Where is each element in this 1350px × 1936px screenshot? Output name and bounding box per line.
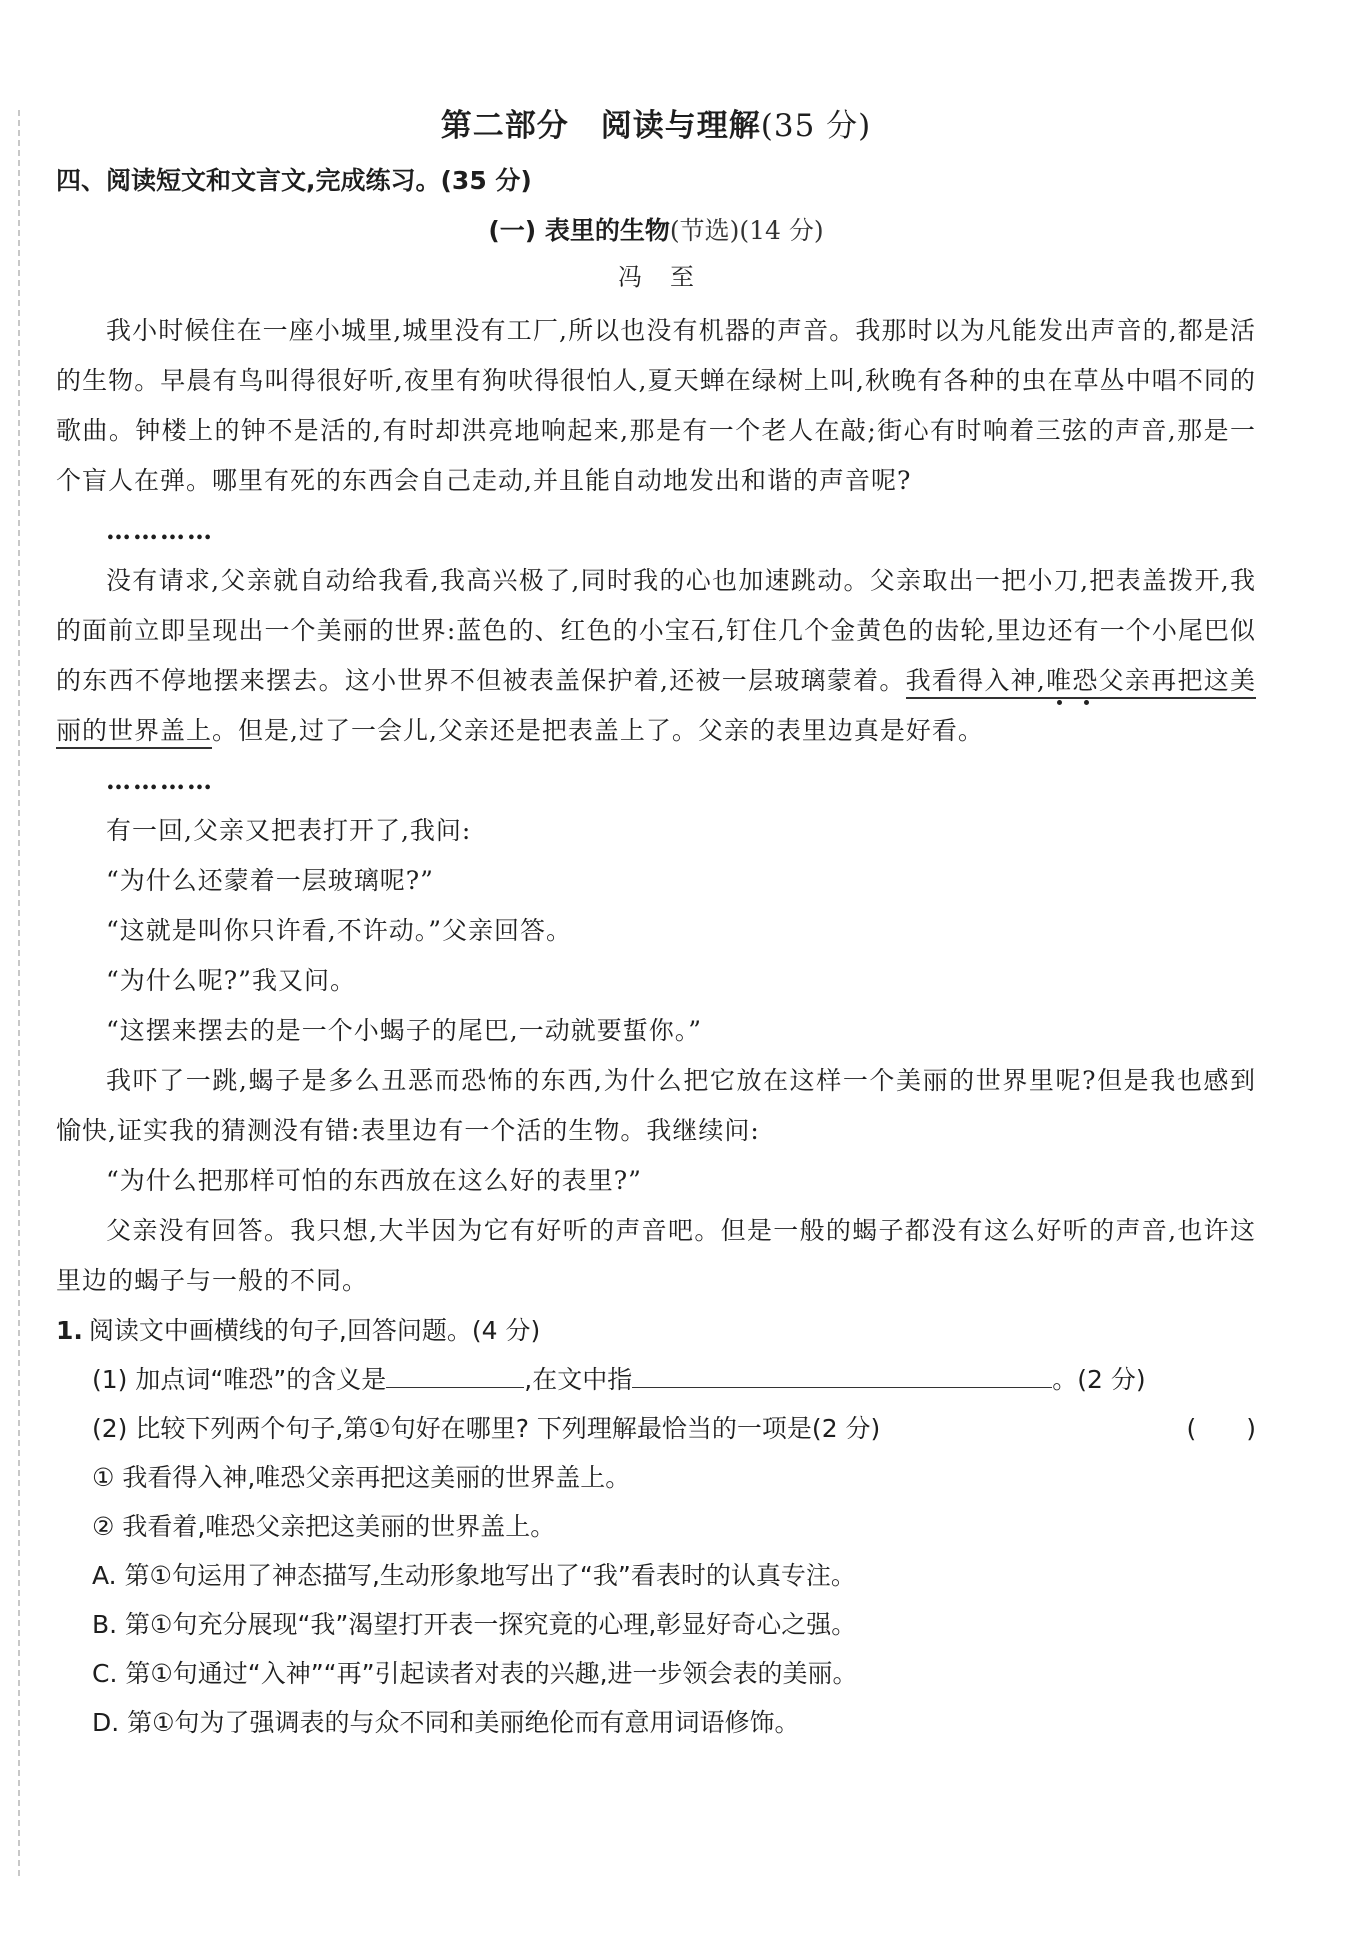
underline-part-a: 我看得入神, xyxy=(905,666,1046,695)
sub-1-text-a: (1) 加点词“唯恐”的含义是 xyxy=(92,1365,387,1394)
option-c[interactable]: C. 第①句通过“入神”“再”引起读者对表的兴趣,进一步领会表的美丽。 xyxy=(92,1659,858,1688)
dotted-char-1: 唯 xyxy=(1045,666,1073,695)
underline-part-b: 父亲再把这美丽的世界盖上 xyxy=(56,666,1256,745)
option-a[interactable]: A. 第①句运用了神态描写,生动形象地写出了“我”看表时的认真专注。 xyxy=(92,1561,856,1590)
part-title-text: 第二部分 阅读与理解 xyxy=(440,108,761,144)
part-score: (35 分) xyxy=(760,108,872,144)
compare-sentence-2: ② 我看着,唯恐父亲把这美丽的世界盖上。 xyxy=(92,1512,556,1541)
passage-paragraph-9: “为什么把那样可怕的东西放在这么好的表里?” xyxy=(106,1166,642,1195)
passage-paragraph-3: 有一回,父亲又把表打开了,我问: xyxy=(106,816,472,845)
answer-parenthesis[interactable]: ( ) xyxy=(1186,1414,1256,1443)
dotted-char-2: 恐 xyxy=(1072,666,1099,695)
option-d[interactable]: D. 第①句为了强调表的与众不同和美丽绝伦而有意用词语修饰。 xyxy=(92,1708,800,1737)
binding-margin-line xyxy=(18,110,20,1876)
question-1-text: 阅读文中画横线的句子,回答问题。(4 分) xyxy=(88,1316,541,1345)
passage-omission-1: ………… xyxy=(106,516,214,545)
part-title xyxy=(56,100,1256,145)
question-1-sub-2 xyxy=(56,1404,1256,1453)
passage-title-main: (一) 表里的生物 xyxy=(488,216,670,245)
sub-2-text: (2) 比较下列两个句子,第①句好在哪里? 下列理解最恰当的一项是(2 分) xyxy=(92,1414,881,1443)
paragraph-2-period: 。 xyxy=(212,716,239,745)
paragraph-2-before: 没有请求,父亲就自动给我看,我高兴极了,同时我的心也加速跳动。父亲取出一把小刀,把表盖拨开,我的面前立即呈现出一个美丽的世界:蓝色的、红色的小宝石,钉住几个金黄色的齿轮,里边还有一个小尾巴似的东西不停地摆来摆去。这小世界不但被表盖保护着,还被一层玻璃蒙着。 xyxy=(56,566,1256,695)
passage-omission-2: ………… xyxy=(106,766,214,795)
passage-paragraph-4: “为什么还蒙着一层玻璃呢?” xyxy=(106,866,434,895)
exam-page xyxy=(56,100,1256,1747)
question-number: 1. xyxy=(56,1316,83,1345)
answer-blank-refers-to[interactable] xyxy=(632,1361,1052,1388)
passage-paragraph-7: “这摆来摆去的是一个小蝎子的尾巴,一动就要蜇你。” xyxy=(106,1016,703,1045)
sub-1-text-b: ,在文中指 xyxy=(524,1365,633,1394)
passage-paragraph-1: 我小时候住在一座小城里,城里没有工厂,所以也没有机器的声音。我那时以为凡能发出声音的,都是活的生物。早晨有鸟叫得很好听,夜里有狗吠得很怕人,夏天蝉在绿树上叫,秋晚有各种的虫在草丛中唱不同的歌曲。钟楼上的钟不是活的,有时却洪亮地响起来,那是有一个老人在敲;街心有时响着三弦的声音,那是一个盲人在弹。哪里有死的东西会自己走动,并且能自动地发出和谐的声音呢? xyxy=(56,316,1256,495)
passage-author: 冯至 xyxy=(618,263,722,291)
passage-paragraph-6: “为什么呢?”我又问。 xyxy=(106,966,356,995)
option-b[interactable]: B. 第①句充分展现“我”渴望打开表一探究竟的心理,彰显好奇心之强。 xyxy=(92,1610,857,1639)
passage-title-note: (节选)(14 分) xyxy=(669,216,824,245)
paragraph-2-after: 但是,过了一会儿,父亲还是把表盖上了。父亲的表里边真是好看。 xyxy=(238,716,984,745)
passage-paragraph-5: “这就是叫你只许看,不许动。”父亲回答。 xyxy=(106,916,573,945)
compare-sentence-1: ① 我看得入神,唯恐父亲再把这美丽的世界盖上。 xyxy=(92,1463,631,1492)
passage-paragraph-8: 我吓了一跳,蝎子是多么丑恶而恐怖的东西,为什么把它放在这样一个美丽的世界里呢?但是我也感到愉快,证实我的猜测没有错:表里边有一个活的生物。我继续问: xyxy=(56,1066,1256,1145)
question-1-sub-1 xyxy=(56,1355,1256,1404)
passage-title xyxy=(56,211,1256,247)
question-1-stem xyxy=(56,1306,1256,1355)
passage-paragraph-10: 父亲没有回答。我只想,大半因为它有好听的声音吧。但是一般的蝎子都没有这么好听的声音,也许这里边的蝎子与一般的不同。 xyxy=(56,1216,1256,1295)
passage-paragraph-2 xyxy=(56,556,1256,756)
sub-1-text-c: 。(2 分) xyxy=(1052,1365,1146,1394)
section-heading: 四、阅读短文和文言文,完成练习。(35 分) xyxy=(56,166,532,195)
answer-blank-meaning[interactable] xyxy=(386,1361,524,1388)
